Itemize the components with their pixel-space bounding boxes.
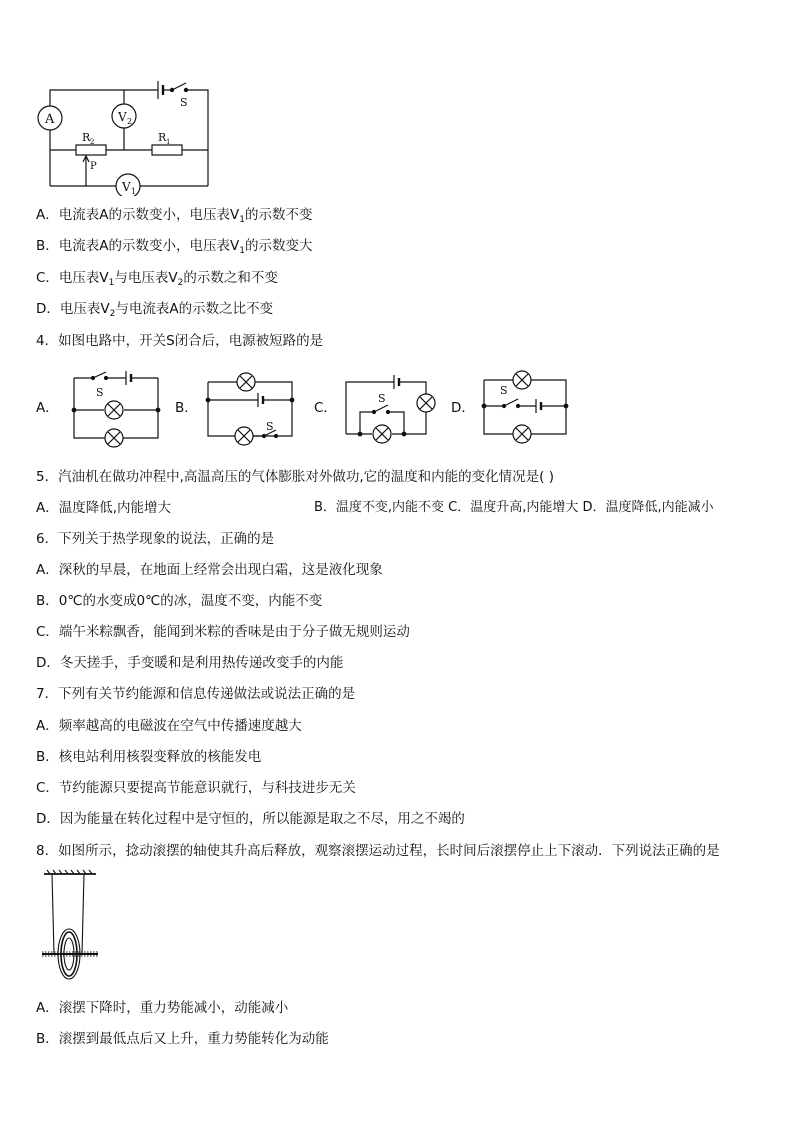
q4-stem: 4．如图电路中，开关S闭合后，电源被短路的是: [36, 333, 324, 349]
q6-option-b: B．0℃的水变成0℃的冰，温度不变，内能不变: [36, 593, 323, 609]
slider-label: P: [90, 161, 97, 172]
voltmeter-v1-label: V: [122, 180, 131, 194]
q3-option-c: C．电压表$V_1$与电压表$V_2$的示数之和不变: [36, 270, 278, 288]
q4-circuit-b: [200, 370, 300, 448]
q6-option-d: D．冬天搓手，手变暖和是利用热传递改变手的内能: [36, 655, 344, 671]
circuit-diagram-top: [36, 78, 216, 196]
q4-c-switch-label: S: [378, 392, 386, 405]
voltmeter-v1-sub: 1: [131, 187, 137, 196]
q6-option-a: A．深秋的早晨，在地面上经常会出现白霜，这是液化现象: [36, 562, 383, 578]
q4-circuit-d: [478, 370, 578, 448]
q8-option-a: A．滚摆下降时，重力势能减小，动能减小: [36, 1000, 289, 1016]
q7-option-a: A．频率越高的电磁波在空气中传播速度越大: [36, 718, 302, 734]
r2-sub: 2: [90, 138, 95, 146]
q5-option-a: A．温度降低,内能增大: [36, 500, 172, 516]
q7-stem: 7．下列有关节约能源和信息传递做法或说法正确的是: [36, 686, 356, 702]
voltmeter-v2-label: V: [118, 110, 127, 124]
maxwell-pendulum-figure: [36, 868, 106, 980]
q4-label-a: A．: [36, 400, 59, 416]
q4-label-c: C．: [314, 400, 337, 416]
q7-option-b: B．核电站利用核裂变释放的核能发电: [36, 749, 262, 765]
q7-option-c: C．节约能源只要提高节能意识就行，与科技进步无关: [36, 780, 356, 796]
q6-stem: 6．下列关于热学现象的说法，正确的是: [36, 531, 275, 547]
q4-circuit-c: [338, 370, 438, 448]
q5-stem: 5．汽油机在做功冲程中,高温高压的气体膨胀对外做功,它的温度和内能的变化情况是( ): [36, 469, 554, 485]
q4-label-d: D．: [451, 400, 475, 416]
q8-stem: 8．如图所示，捻动滚摆的轴使其升高后释放，观察滚摆运动过程，长时间后滚摆停止上下滚动．下列说法正确的是: [36, 843, 720, 859]
q3-option-d: D．电压表$V_2$与电流表A的示数之比不变: [36, 301, 274, 319]
r1-label: R: [158, 131, 167, 144]
r2-label: R: [82, 131, 91, 144]
ammeter-label: A: [45, 112, 55, 127]
q4-label-b: B．: [175, 400, 198, 416]
q4-d-switch-label: S: [500, 384, 508, 397]
q4-circuit-a: [68, 370, 164, 448]
q5-options-bcd: B．温度不变,内能不变 C．温度升高,内能增大 D．温度降低,内能减小: [314, 500, 714, 515]
switch-label: S: [180, 96, 188, 109]
q3-option-b: B．电流表A的示数变小，电压表$V_1$的示数变大: [36, 238, 313, 256]
q4-b-switch-label: S: [266, 420, 274, 433]
r1-sub: 1: [166, 138, 171, 146]
voltmeter-v2-sub: 2: [127, 117, 133, 126]
q7-option-d: D．因为能量在转化过程中是守恒的，所以能源是取之不尽，用之不竭的: [36, 811, 465, 827]
q8-option-b: B．滚摆到最低点后又上升，重力势能转化为动能: [36, 1031, 329, 1047]
q6-option-c: C．端午米粽飘香，能闻到米粽的香味是由于分子做无规则运动: [36, 624, 410, 640]
q4-a-switch-label: S: [96, 386, 104, 399]
q3-option-a: A．电流表A的示数变小，电压表$V_1$的示数不变: [36, 207, 313, 225]
